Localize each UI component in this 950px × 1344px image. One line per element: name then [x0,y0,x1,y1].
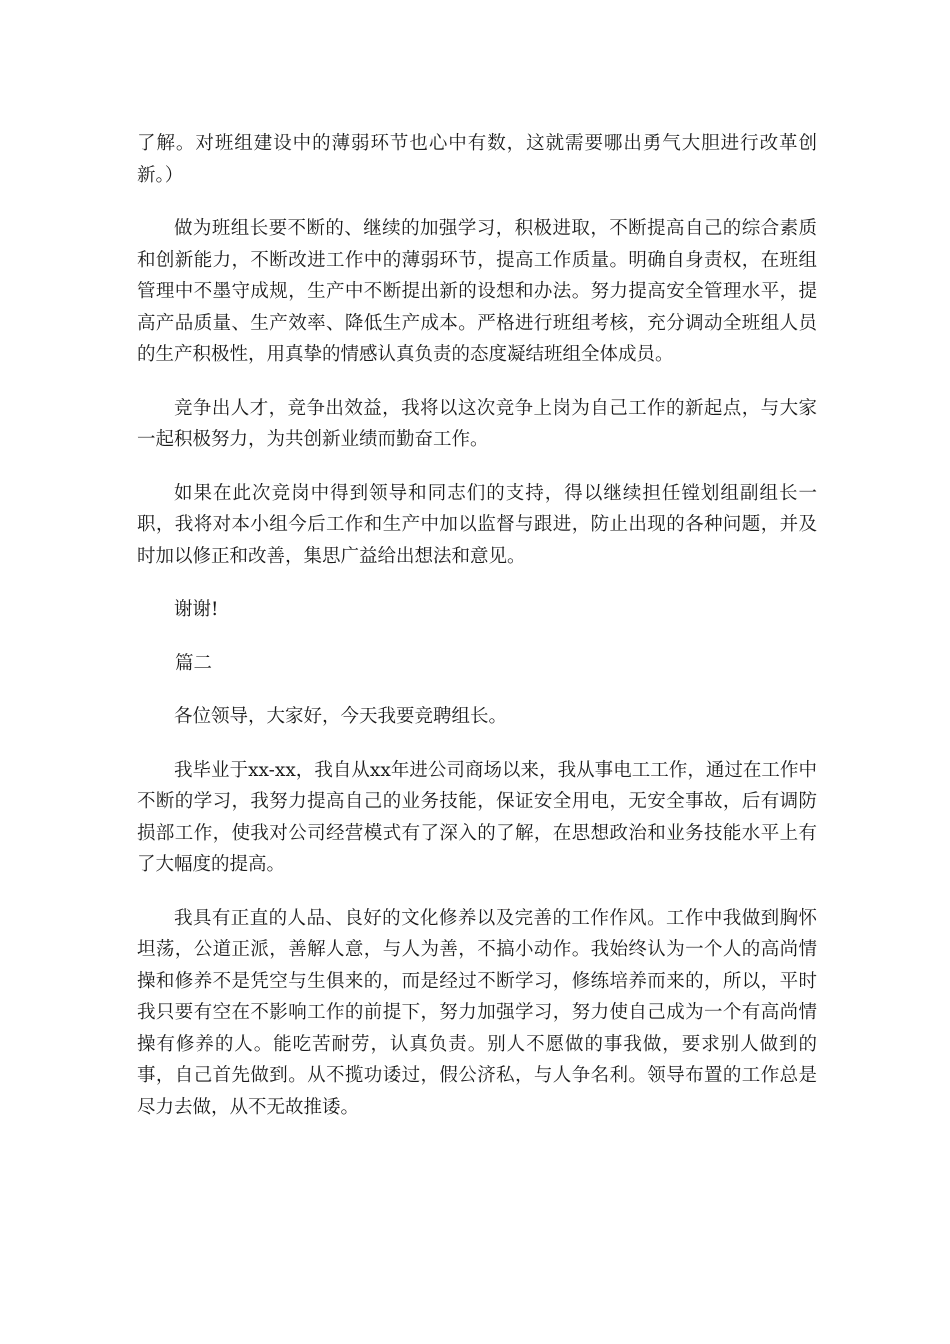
paragraph-background: 我毕业于xx-xx，我自从xx年进公司商场以来，我从事电工工作，通过在工作中不断的学习，我努力提高自己的业务技能，保证安全用电，无安全事故，后有调防损部工作，使我对公司经营模式有了深入的了解，在思想政治和业务技能水平上有了大幅度的提高。 [137,759,817,875]
paragraph-team-leader-duties: 做为班组长要不断的、继续的加强学习，积极进取，不断提高自己的综合素质和创新能力，不断改进工作中的薄弱环节，提高工作质量。明确自身责权，在班组管理中不墨守成规，生产中不断提出新的设想和办法。努力提高安全管理水平，提高产品质量、生产效率、降低生产成本。严格进行班组考核，充分调动全班组人员的生产积极性，用真挚的情感认真负责的态度凝结班组全体成员。 [137,218,817,365]
paragraph-greeting: 各位领导，大家好，今天我要竞聘组长。 [174,706,508,727]
paragraph-support: 如果在此次竞岗中得到领导和同志们的支持，得以继续担任镗划组副组长一职，我将对本小组今后工作和生产中加以监督与跟进，防止出现的各种问题，并及时加以修正和改善，集思广益给出想法和意见。 [137,482,817,567]
paragraph-character: 我具有正直的人品、良好的文化修养以及完善的工作作风。工作中我做到胸怀坦荡，公道正派，善解人意，与人为善，不搞小动作。我始终认为一个人的高尚情操和修养不是凭空与生俱来的，而是经过不断学习，修练培养而来的，所以，平时我只要有空在不影响工作的前提下，努力加强学习，努力使自己成为一个有高尚情操有修养的人。能吃苦耐劳，认真负责。别人不愿做的事我做，要求别人做到的事，自己首先做到。从不揽功诿过，假公济私，与人争名利。领导布置的工作总是尽力去做，从不无故推诿。 [137,907,817,1118]
paragraph-continuation: 了解。对班组建设中的薄弱环节也心中有数，这就需要哪出勇气大胆进行改革创新。） [137,133,817,186]
paragraph-thanks: 谢谢! [174,599,219,620]
document-page [137,128,817,1145]
paragraph-competition: 竞争出人才，竞争出效益，我将以这次竞争上岗为自己工作的新起点，与大家一起积极努力，为共创新业绩而勤奋工作。 [137,397,817,450]
section-heading: 篇二 [175,652,213,674]
